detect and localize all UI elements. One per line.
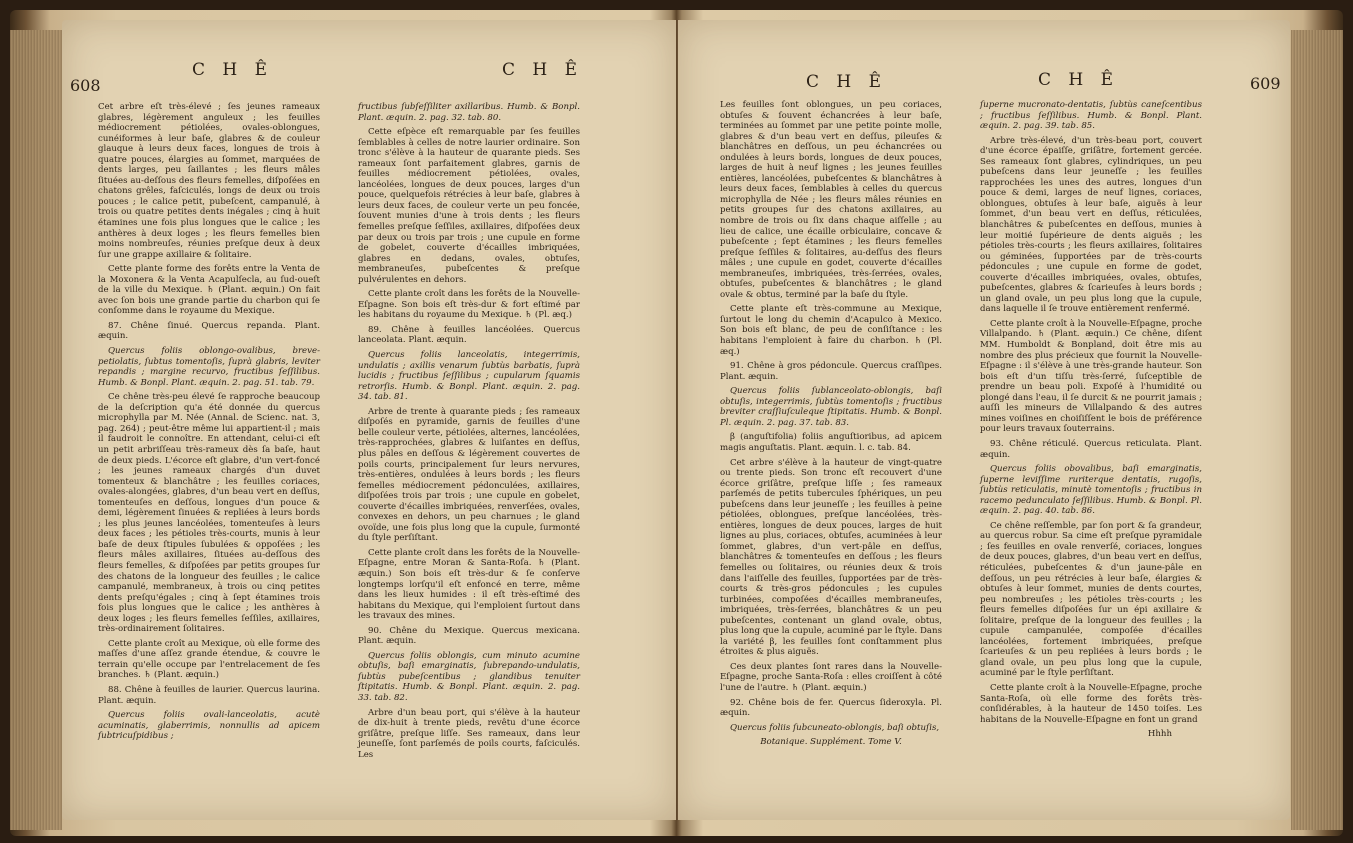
latin-diagnosis: Quercus foliis oblongis, cum minuto acumine obtuſis, baſi emarginatis, ſubrepando-undulatis, ſubtùs pubeſcentibus ; glandibus tenuiter ſtipitatis. Humb. & Bonpl. Plant. æquin. 2. pag. 33. tab. 82.	[358, 650, 580, 703]
paragraph: Cette plante croît à la Nouvelle-Eſpagne, proche Villalpando. ♄ (Plant. æquin.) Ce chêne, diſent MM. Humboldt & Bonpland, doit être mis au nombre des plus précieux que fournit la Nouvelle-Eſpagne : il s'élève à une très-grande hauteur. Son bois eſt d'un tiſſu très-ſerré, ſuſceptible de prendre un beau poli. Expoſé à l'humidité ou plongé dans l'eau, il ſe durcit & ne pourrit jamais ; auſſi les mineurs de Villalpando & des autres mines voiſines en choiſiſſent le bois de préférence pour leurs travaux ſouterrains.	[980, 318, 1202, 435]
right-page-number: 609	[1250, 74, 1281, 93]
latin-diagnosis: Quercus foliis ſublanceolato-oblongis, baſi obtuſis, integerrimis, ſubtùs tomentoſis ; fructibus breviter craſſiuſculeque ſtipitatis. Humb. & Bonpl. Pl. æquin. 2. pag. 37. tab. 83.	[720, 386, 942, 428]
latin-diagnosis: Quercus foliis ſubcuneato-oblongis, baſi obtuſis,	[730, 722, 940, 733]
variety-note: β (anguſtifolia) foliis anguſtioribus, ad apicem magis anguſtatis. Plant. æquin. l. c. tab. 84.	[720, 432, 942, 453]
latin-diagnosis: Quercus foliis obovalibus, baſi emarginatis, ſuperne leviſſime ruriterque dentatis, rugoſis, ſubtùs reticulatis, minutè tomentoſis ; fructibus in racemo pedunculato ſeſſilibus. Humb. & Bonpl. Pl. æquin. 2. pag. 40. tab. 86.	[980, 464, 1202, 517]
paragraph: Arbre très-élevé, d'un très-beau port, couvert d'une écorce épaiſſe, griſâtre, fortement gercée. Ses rameaux ſont glabres, cylindriques, un peu pubeſcens dans leur jeuneſſe ; les feuilles rapprochées les unes des autres, longues d'un pouce & demi, larges de neuf lignes, coriaces, oblongues, obtuſes à leur baſe, aiguës à leur ſommet, d'un beau vert en deſſus, réticulées, blanchâtres & pubeſcentes en deſſous, munies à leur moitié ſupérieure de dents aiguës ; les pétioles très-courts ; les fleurs axillaires, ſolitaires ou géminées, ſupportées par de très-courts pédoncules ; une cupule en forme de godet, couverte d'écailles imbriquées, ovales, obtuſes, pubeſcentes, glabres & ſcarieuſes à leurs bords ; un gland ovale, un peu plus long que la cupule, dans laquelle il ſe trouve entièrement renfermé.	[980, 135, 1202, 315]
paragraph: Cette plante croît au Mexique, où elle forme des maſſes d'une aſſez grande étendue, & couvre le terrain qu'elle occupe par l'entrelacement de ſes branches. ♄ (Plant. æquin.)	[98, 638, 320, 681]
right-column-2	[980, 100, 1202, 740]
latin-diagnosis: Quercus foliis ovali-lanceolatis, acutè acuminatis, glaberrimis, nonnullis ad apicem ſubtricuſpidibus ;	[98, 710, 320, 742]
page-footer: Botanique. Supplément. Tome V.	[760, 737, 902, 748]
page-edges-right	[1291, 30, 1343, 830]
entry-heading: 93. Chêne réticulé. Quercus reticulata. Plant. æquin.	[980, 438, 1202, 460]
left-page-number: 608	[70, 76, 101, 95]
latin-diagnosis: Quercus foliis lanceolatis, integerrimis, undulatis ; axillis venarum ſubtùs barbatis, ſuprà lucidis ; fructibus ſeſſilibus ; cupularum ſquamis retrorſis. Humb. & Bonpl. Plant. æquin. 2. pag. 34. tab. 81.	[358, 350, 580, 403]
paragraph: Cette plante eſt très-commune au Mexique, ſurtout le long du chemin d'Acapulco à Mexico. Son bois eſt blanc, de peu de conſiſtance : les habitans l'emploient à faire du charbon. ♄ (Pl. æq.)	[720, 304, 942, 357]
right-column-1	[720, 100, 942, 748]
paragraph: Cette plante croît dans les forêts de la Nouvelle-Eſpagne, entre Moran & Santa-Roſa. ♄ (Plant. æquin.) Son bois eſt très-dur & ſe conſerve longtemps lorſqu'il eſt enfoncé en terre, même dans les lieux humides : il eſt très-eſtimé des habitans du Mexique, qui l'emploient ſurtout dans les travaux des mines.	[358, 547, 580, 622]
left-column-2	[358, 102, 580, 764]
paragraph: Cette plante forme des forêts entre la Venta de la Moxonera & la Venta Acapulſecla, au ſud-oueſt de la ville du Mexique. ♄ (Plant. æquin.) On fait avec ſon bois une grande partie du charbon qui ſe conſomme dans le royaume du Mexique.	[98, 264, 320, 317]
entry-heading: 91. Chêne à gros pédoncule. Quercus craſſipes. Plant. æquin.	[720, 361, 942, 382]
signature-mark: Hhhh	[1147, 729, 1172, 740]
latin-diagnosis: fructibus ſubſeſſiliter axillaribus. Humb. & Bonpl. Plant. æquin. 2. pag. 32. tab. 80.	[358, 102, 580, 123]
right-header-left: C H Ê	[806, 72, 888, 92]
paragraph: Cet arbre s'élève à la hauteur de vingt-quatre ou trente pieds. Son tronc eſt recouvert d'une écorce griſâtre, preſque liſſe ; ſes rameaux parſemés de petits tubercules ſphériques, un peu pubeſcens dans leur jeuneſſe ; les feuilles à peine pétiolées, oblongues, preſque lancéolées, très-entières, longues de deux pouces, larges de huit lignes au plus, coriaces, obtuſes, acuminées à leur ſommet, glabres, d'un vert-pâle en deſſus, blanchâtres & tomenteuſes en deſſous ; les fleurs femelles ou ſolitaires, ou réunies deux & trois dans l'aiſſelle des feuilles, ſupportées par de très-courts & très-gros pédoncules ; les cupules turbinées, compoſées d'écailles membraneuſes, imbriquées, très-ſerrées, blanchâtres & un peu pubeſcentes, contenant un gland ovale, obtus, plus long que la cupule, acuminé par le ſtyle. Dans la variété β, les feuilles ſont conſtamment plus étroites & plus aiguës.	[720, 457, 942, 658]
page-edges-left	[10, 30, 62, 830]
entry-heading: 90. Chêne du Mexique. Quercus mexicana. Plant. æquin.	[358, 625, 580, 647]
paragraph: Ce chêne reſſemble, par ſon port & ſa grandeur, au quercus robur. Sa cime eſt preſque pyramidale ; ſes feuilles en ovale renverſé, coriaces, longues de deux pouces, glabres, d'un beau vert en deſſus, réticulées, pubeſcentes & d'un jaune-pâle en deſſous, un peu rétrécies à leur baſe, élargies & obtuſes à leur ſommet, munies de dents courtes, peu nombreuſes ; les pétioles très-courts ; les fleurs femelles diſpoſées ſur un épi axillaire & ſolitaire, preſque de la longueur des feuilles ; la cupule campanulée, compoſée d'écailles lancéolées, fortement imbriquées, preſque ſcarieuſes & un peu repliées à leurs bords ; le gland ovale, un peu plus long que la cupule, acuminé par le ſtyle perſiſtant.	[980, 520, 1202, 679]
entry-heading: 92. Chêne bois de fer. Quercus ſideroxyla. Pl. æquin.	[720, 697, 942, 719]
paragraph: Arbre de trente à quarante pieds ; ſes rameaux diſpoſés en pyramide, garnis de feuilles d'une belle couleur verte, pétiolées, alternes, lancéolées, très-rapprochées, glabres & luiſantes en deſſus, plus pâles en deſſous & légèrement couvertes de poils courts, principalement ſur leurs nervures, très-entières, ondulées à leurs bords ; les fleurs femelles médiocrement pédonculées, axillaires, diſpoſées trois par trois ; une cupule en gobelet, couverte d'écailles imbriquées, renverſées, ovales, convexes en dehors, un peu charnues ; le gland ovoïde, une fois plus long que la cupule, ſurmonté du ſtyle perſiſtant.	[358, 406, 580, 544]
paragraph: Cette plante croît à la Nouvelle-Eſpagne, proche Santa-Roſa, où elle forme des forêts très-conſidérables, à la hauteur de 1450 toiſes. Les habitans de la Nouvelle-Eſpagne en font un grand	[980, 682, 1202, 725]
paragraph: Cet arbre eſt très-élevé ; ſes jeunes rameaux glabres, légèrement anguleux ; les feuilles médiocrement pétiolées, ovales-oblongues, cunéiformes à leur baſe, glabres & de couleur glauque à leurs deux faces, longues de trois à quatre pouces, élargies au ſommet, marquées de dents larges, peu ſaillantes ; les fleurs mâles ſituées au-deſſous des fleurs femelles, diſpoſées en chatons grêles, faſciculés, longs de deux ou trois pouces ; le calice petit, pubeſcent, campanulé, à trois ou quatre petites dents inégales ; cinq à huit étamines une fois plus longues que le calice ; les anthères à deux loges ; les fleurs femelles bien moins nombreuſes, réunies preſque deux à deux ſur une grappe axillaire & ſolitaire.	[98, 102, 320, 260]
entry-heading: 88. Chêne à feuilles de laurier. Quercus laurina. Plant. æquin.	[98, 684, 320, 706]
paragraph: Ce chêne très-peu élevé ſe rapproche beaucoup de la deſcription qu'a été donnée du quercus microphylla par M. Née (Annal. de Scienc. nat. 3, pag. 264) ; peut-être même lui appartient-il ; mais il faudroit le connoître. En attendant, celui-ci eſt un petit arbriſſeau très-rameux dès ſa baſe, haut de deux pieds. L'écorce eſt glabre, d'un vert-foncé ; les jeunes rameaux chargés d'un duvet tomenteux & blanchâtre ; les feuilles coriaces, ovales-alongées, glabres, d'un beau vert en deſſus, tomenteuſes en deſſous, longues d'un pouce & demi, légèrement ſinuées & repliées à leurs bords ; les plus jeunes lancéolées, tomenteuſes à leurs deux faces ; les pétioles très-courts, munis à leur baſe de deux ſtipules ſubulées & oppoſées ; les fleurs mâles axillaires, ſituées au-deſſous des fleurs femelles, & diſpoſées par petits groupes ſur des chatons de la longueur des feuilles ; le calice campanulé, membraneux, à trois ou cinq petites dents preſqu'égales ; cinq à ſept étamines trois fois plus longues que le calice ; les anthères à deux loges ; les fleurs femelles ſeſſiles, axillaires, très-ordinairement ſolitaires.	[98, 392, 320, 635]
entry-heading: 87. Chêne ſinué. Quercus repanda. Plant. æquin.	[98, 320, 320, 342]
latin-diagnosis: Quercus foliis oblongo-ovalibus, breve-petiolatis, ſubtus tomentoſis, ſuprà glabris, leviter repandis ; margine recurvo, fructibus ſeſſilibus. Humb. & Bonpl. Plant. æquin. 2. pag. 51. tab. 79.	[98, 346, 320, 388]
paragraph: Cette plante croît dans les forêts de la Nouvelle-Eſpagne. Son bois eſt très-dur & fort eſtimé par les habitans du royaume du Mexique. ♄ (Pl. æq.)	[358, 289, 580, 321]
paragraph: Les feuilles ſont oblongues, un peu coriaces, obtuſes & ſouvent échancrées à leur baſe, terminées au ſommet par une petite pointe molle, glabres & d'un beau vert en deſſus, pileuſes & blanchâtres en deſſous, un peu échancrées ou ondulées à leurs bords, longues de deux pouces, larges de huit à neuf lignes ; les jeunes feuilles entières, lancéolées, pubeſcentes & blanchâtres à leurs deux faces, ſemblables à celles du quercus microphylla de Née ; les fleurs mâles réunies en petits groupes ſur des chatons axillaires, au nombre de trois ou ſix dans chaque aiſſelle ; au lieu de calice, une écaille orbiculaire, concave & pubeſcente ; ſept étamines ; les fleurs femelles preſque ſeſſiles & ſolitaires, au-deſſus des fleurs mâles ; une cupule en godet, couverte d'écailles membraneuſes, imbriquées, très-ſerrées, ovales, obtuſes, pubeſcentes & blanchâtres ; le gland ovale & obtus, terminé par la baſe du ſtyle.	[720, 100, 942, 300]
latin-diagnosis: ſuperne mucronato-dentatis, ſubtùs caneſcentibus ; fructibus ſeſſilibus. Humb. & Bonpl. Plant. æquin. 2. pag. 39. tab. 85.	[980, 100, 1202, 132]
left-column-1	[98, 102, 320, 746]
right-header-right: C H Ê	[1038, 70, 1120, 90]
left-page	[62, 20, 676, 820]
left-header-left: C H Ê	[192, 60, 274, 80]
paragraph: Ces deux plantes ſont rares dans la Nouvelle-Eſpagne, proche Santa-Roſa : elles croiſſent à côté l'une de l'autre. ♄ (Plant. æquin.)	[720, 661, 942, 693]
left-header-right: C H Ê	[502, 60, 584, 80]
paragraph: Cette eſpèce eſt remarquable par ſes feuilles ſemblables à celles de notre laurier ordinaire. Son tronc s'élève à la hauteur de quarante pieds. Ses rameaux ſont parfaitement glabres, garnis de feuilles médiocrement pétiolées, ovales, lancéolées, longues de deux pouces, larges d'un pouce, quelquefois rétrécies à leur baſe, glabres à leurs deux faces, de couleur verte un peu foncée, ſouvent munies d'une à trois dents ; les fleurs femelles preſque ſeſſiles, axillaires, diſpoſées deux par deux ou trois par trois ; une cupule en forme de gobelet, couverte d'écailles imbriquées, glabres en dedans, ovales, obtuſes, membraneuſes, pubeſcentes & preſque pulvérulentes en dehors.	[358, 127, 580, 285]
right-page	[678, 20, 1290, 820]
paragraph: Arbre d'un beau port, qui s'élève à la hauteur de dix-huit à trente pieds, revêtu d'une écorce griſâtre, preſque liſſe. Ses rameaux, dans leur jeuneſſe, ſont parſemés de poils courts, faſciculés. Les	[358, 707, 580, 760]
entry-heading: 89. Chêne à feuilles lancéolées. Quercus lanceolata. Plant. æquin.	[358, 324, 580, 346]
